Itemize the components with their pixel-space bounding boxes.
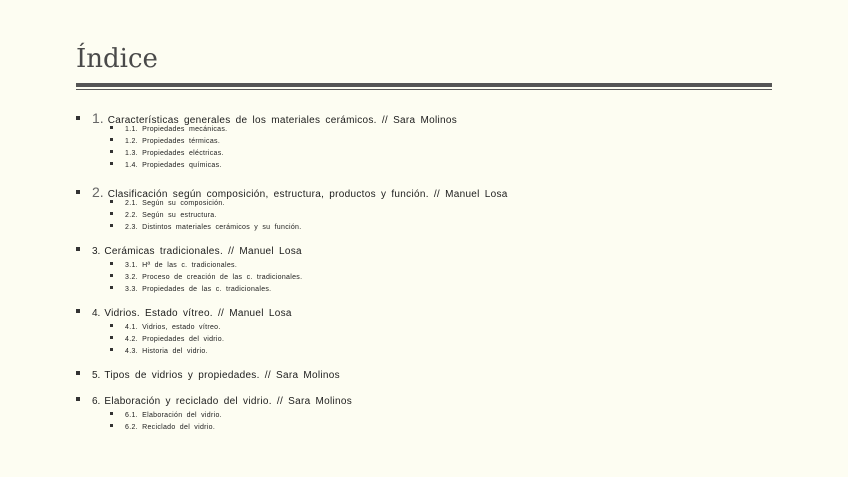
list-item (110, 262, 776, 274)
subsection-title: 2.2. Según su estructura. (125, 212, 217, 219)
bullet-icon (76, 371, 80, 375)
bullet-icon (110, 286, 113, 289)
page-title: Índice (76, 44, 158, 74)
bullet-icon (110, 200, 113, 203)
list-item (110, 212, 776, 224)
bullet-icon (110, 162, 113, 165)
subsection-title: 3.3. Propiedades de las c. tradicionales. (125, 286, 272, 293)
section-title: Clasificación según composición, estructura, productos y función. // Manuel Losa (107, 189, 508, 200)
subsection-title: 6.2. Reciclado del vidrio. (125, 424, 216, 431)
list-item (110, 200, 776, 212)
section-title: Cerámicas tradicionales. // Manuel Losa (104, 246, 302, 257)
section-number: 5. (92, 370, 101, 381)
section-title: Características generales de los materiales cerámicos. // Sara Molinos (107, 115, 458, 126)
subsection-title: 4.2. Propiedades del vidrio. (125, 336, 225, 343)
section-number: 4. (92, 308, 101, 319)
bullet-icon (110, 336, 113, 339)
list-item (110, 224, 776, 236)
list-item (110, 138, 776, 150)
subsection-title: 4.1. Vidrios, estado vítreo. (125, 324, 221, 331)
section-number: 6. (92, 396, 101, 407)
toc-section-4 (76, 308, 776, 360)
subsection-title: 1.2. Propiedades térmicas. (125, 138, 221, 145)
list-item (110, 274, 776, 286)
list-item (110, 424, 776, 436)
subsection-title: 1.3. Propiedades eléctricas. (125, 150, 224, 157)
bullet-icon (110, 274, 113, 277)
section-number: 3. (92, 246, 101, 257)
toc-section-2 (76, 184, 776, 236)
subsection-title: 2.3. Distintos materiales cerámicos y su función. (125, 224, 302, 231)
title-rule-thick (76, 83, 772, 87)
bullet-icon (76, 247, 80, 251)
subsection-title: 3.1. Hª de las c. tradicionales. (125, 262, 238, 269)
toc-section-1 (76, 110, 776, 174)
bullet-icon (110, 126, 113, 129)
list-item (110, 162, 776, 174)
bullet-icon (110, 262, 113, 265)
section-number: 1. (92, 110, 104, 126)
subsection-title: 4.3. Historia del vidrio. (125, 348, 208, 355)
section-title: Elaboración y reciclado del vidrio. // Sara Molinos (104, 396, 353, 407)
subsection-title: 1.1. Propiedades mecánicas. (125, 126, 228, 133)
subsection-title: 3.2. Proceso de creación de las c. tradicionales. (125, 274, 303, 281)
list-item (110, 412, 776, 424)
subsection-title: 1.4. Propiedades químicas. (125, 162, 222, 169)
section-number: 2. (92, 184, 104, 200)
subsection-title: 2.1. Según su composición. (125, 200, 225, 207)
bullet-icon (110, 212, 113, 215)
table-of-contents (76, 110, 776, 446)
toc-section-6 (76, 396, 776, 436)
bullet-icon (76, 116, 80, 120)
bullet-icon (76, 397, 80, 401)
bullet-icon (110, 412, 113, 415)
title-rule-thin (76, 89, 772, 90)
bullet-icon (110, 324, 113, 327)
bullet-icon (110, 150, 113, 153)
bullet-icon (76, 309, 80, 313)
toc-section-3 (76, 246, 776, 298)
subsection-title: 6.1. Elaboración del vidrio. (125, 412, 222, 419)
list-item (110, 126, 776, 138)
bullet-icon (110, 138, 113, 141)
section-title: Vidrios. Estado vítreo. // Manuel Losa (104, 308, 292, 319)
list-item (110, 324, 776, 336)
bullet-icon (110, 224, 113, 227)
bullet-icon (110, 424, 113, 427)
list-item (110, 336, 776, 348)
toc-section-5 (76, 370, 776, 386)
list-item (110, 348, 776, 360)
list-item (110, 150, 776, 162)
list-item (110, 286, 776, 298)
bullet-icon (110, 348, 113, 351)
bullet-icon (76, 190, 80, 194)
section-title: Tipos de vidrios y propiedades. // Sara Molinos (104, 370, 340, 381)
